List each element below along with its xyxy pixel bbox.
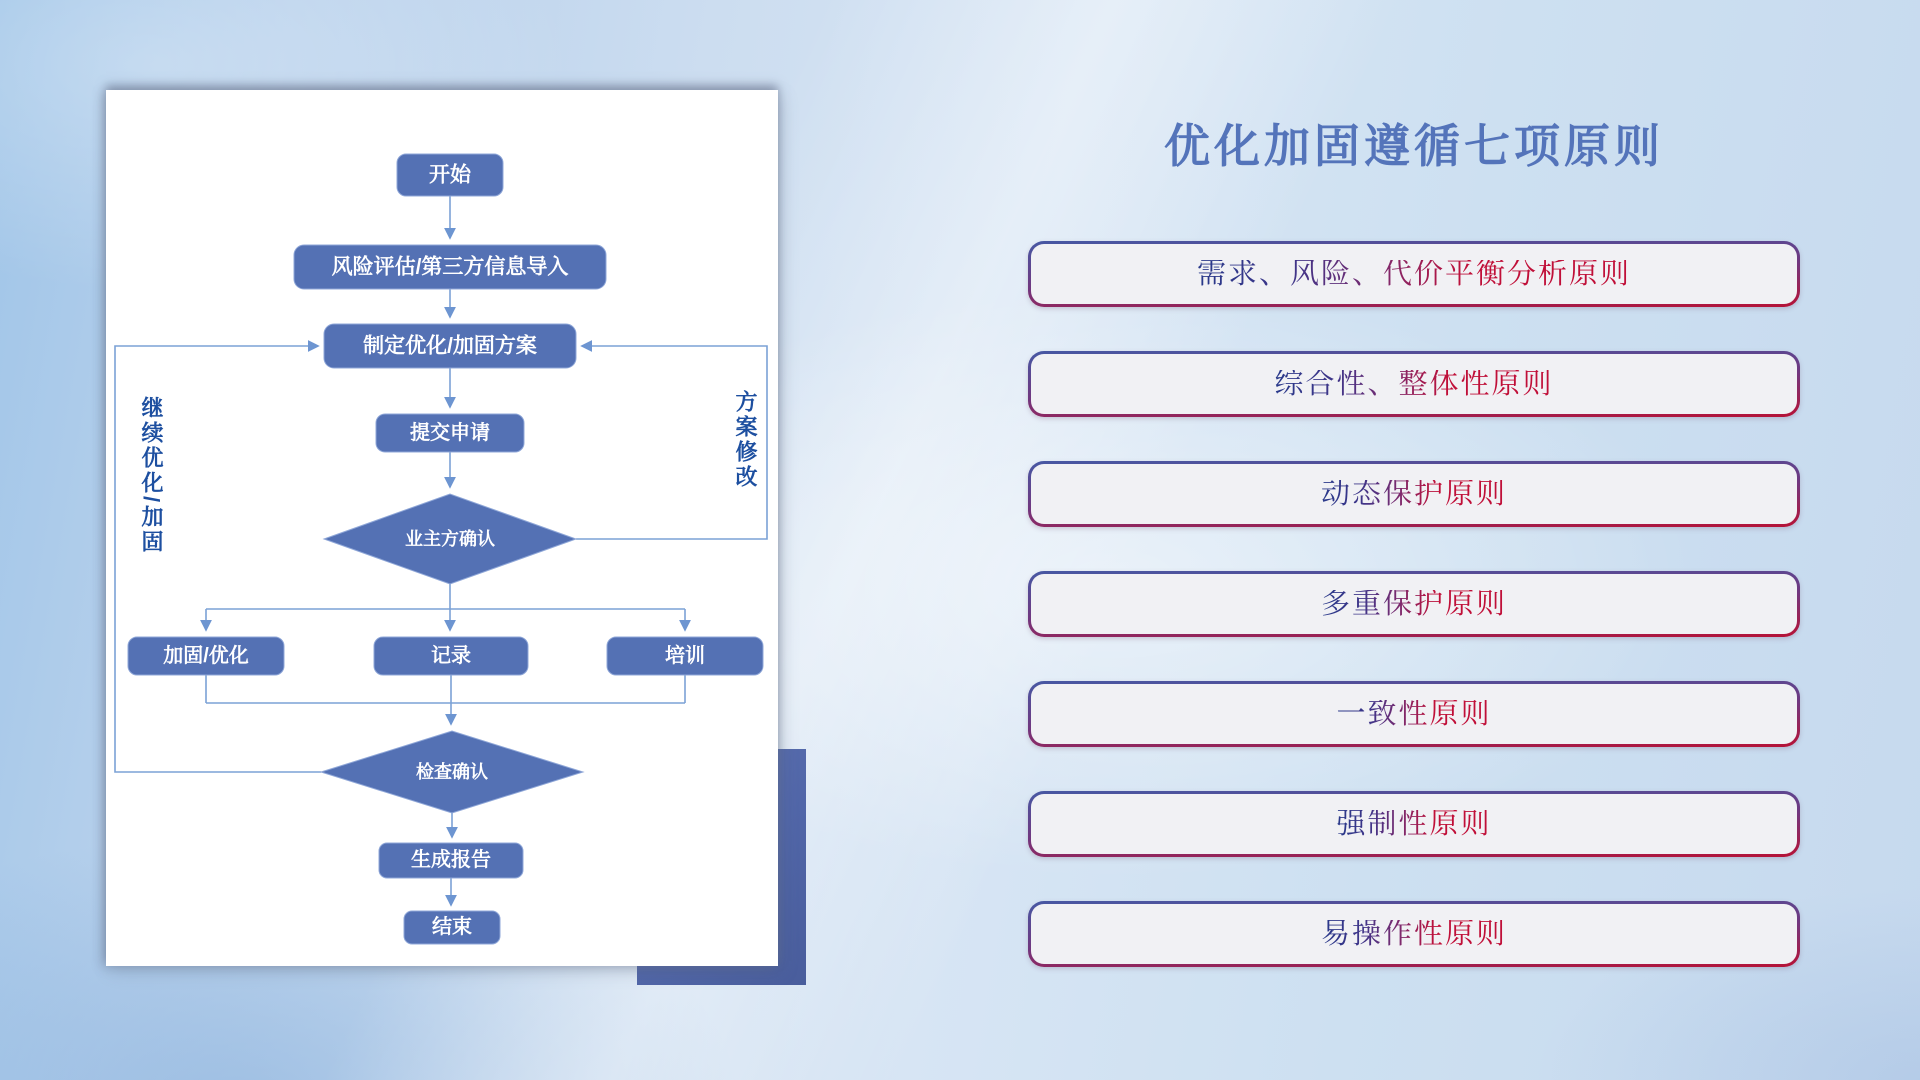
principle-item-6-label: 强制性原则: [1336, 807, 1492, 840]
flow-node-start-label: 开始: [429, 163, 471, 187]
flow-node-training: [607, 637, 763, 675]
flow-decision-check-confirm-label: 检查确认: [416, 762, 488, 782]
principle-item-4-label: 多重保护原则: [1320, 587, 1507, 620]
flow-nodes: [128, 154, 763, 944]
flow-decision-owner-confirm: [324, 494, 576, 584]
flow-node-submit: [376, 414, 524, 452]
flow-node-training-label: 培训: [665, 645, 705, 667]
principle-item-7-inner: [1031, 904, 1797, 964]
flow-node-report: [379, 843, 523, 878]
principle-item-7-label: 易操作性原则: [1320, 917, 1507, 950]
flow-node-start: [397, 154, 503, 196]
flow-node-make-plan-label: 制定优化/加固方案: [363, 334, 537, 358]
principle-item-1: [1028, 241, 1800, 307]
principle-item-5-label: 一致性原则: [1336, 697, 1492, 730]
principle-item-2-inner: [1031, 354, 1797, 414]
flow-node-risk-import: [294, 245, 606, 289]
flow-decision-check-confirm: [321, 731, 583, 813]
loop-label-plan-revise: 方案修改: [733, 390, 758, 490]
flowchart-card: [106, 90, 778, 966]
principle-item-4: [1028, 571, 1800, 637]
principle-item-5-inner: [1031, 684, 1797, 744]
principle-item-3-label: 动态保护原则: [1320, 477, 1507, 510]
flow-node-report-label: 生成报告: [411, 849, 491, 871]
flow-node-end-label: 结束: [432, 916, 472, 938]
principle-item-4-inner: [1031, 574, 1797, 634]
principle-item-5: [1028, 681, 1800, 747]
flow-node-record-label: 记录: [431, 645, 471, 667]
flow-node-risk-import-label: 风险评估/第三方信息导入: [331, 255, 569, 279]
flow-node-harden-optimize: [128, 637, 284, 675]
principle-item-1-inner: [1031, 244, 1797, 304]
principle-item-2: [1028, 351, 1800, 417]
flow-node-end: [404, 911, 500, 944]
flow-node-record: [374, 637, 528, 675]
principle-item-3-inner: [1031, 464, 1797, 524]
flow-node-harden-optimize-label: 加固/优化: [163, 645, 249, 667]
principle-item-3: [1028, 461, 1800, 527]
page-title: 优化加固遵循七项原则: [1164, 120, 1664, 172]
principles-list: [1028, 241, 1800, 1011]
principle-item-6-inner: [1031, 794, 1797, 854]
principle-item-6: [1028, 791, 1800, 857]
principle-item-7: [1028, 901, 1800, 967]
flow-node-submit-label: 提交申请: [410, 422, 490, 444]
flow-decision-owner-confirm-label: 业主方确认: [405, 529, 495, 549]
flow-node-make-plan: [324, 324, 576, 368]
principle-item-1-label: 需求、风险、代价平衡分析原则: [1196, 257, 1631, 290]
loop-label-continue-optimize: 继续优化/加固: [139, 396, 164, 556]
principle-item-2-label: 综合性、整体性原则: [1274, 367, 1554, 400]
flowchart-svg: [106, 90, 778, 966]
